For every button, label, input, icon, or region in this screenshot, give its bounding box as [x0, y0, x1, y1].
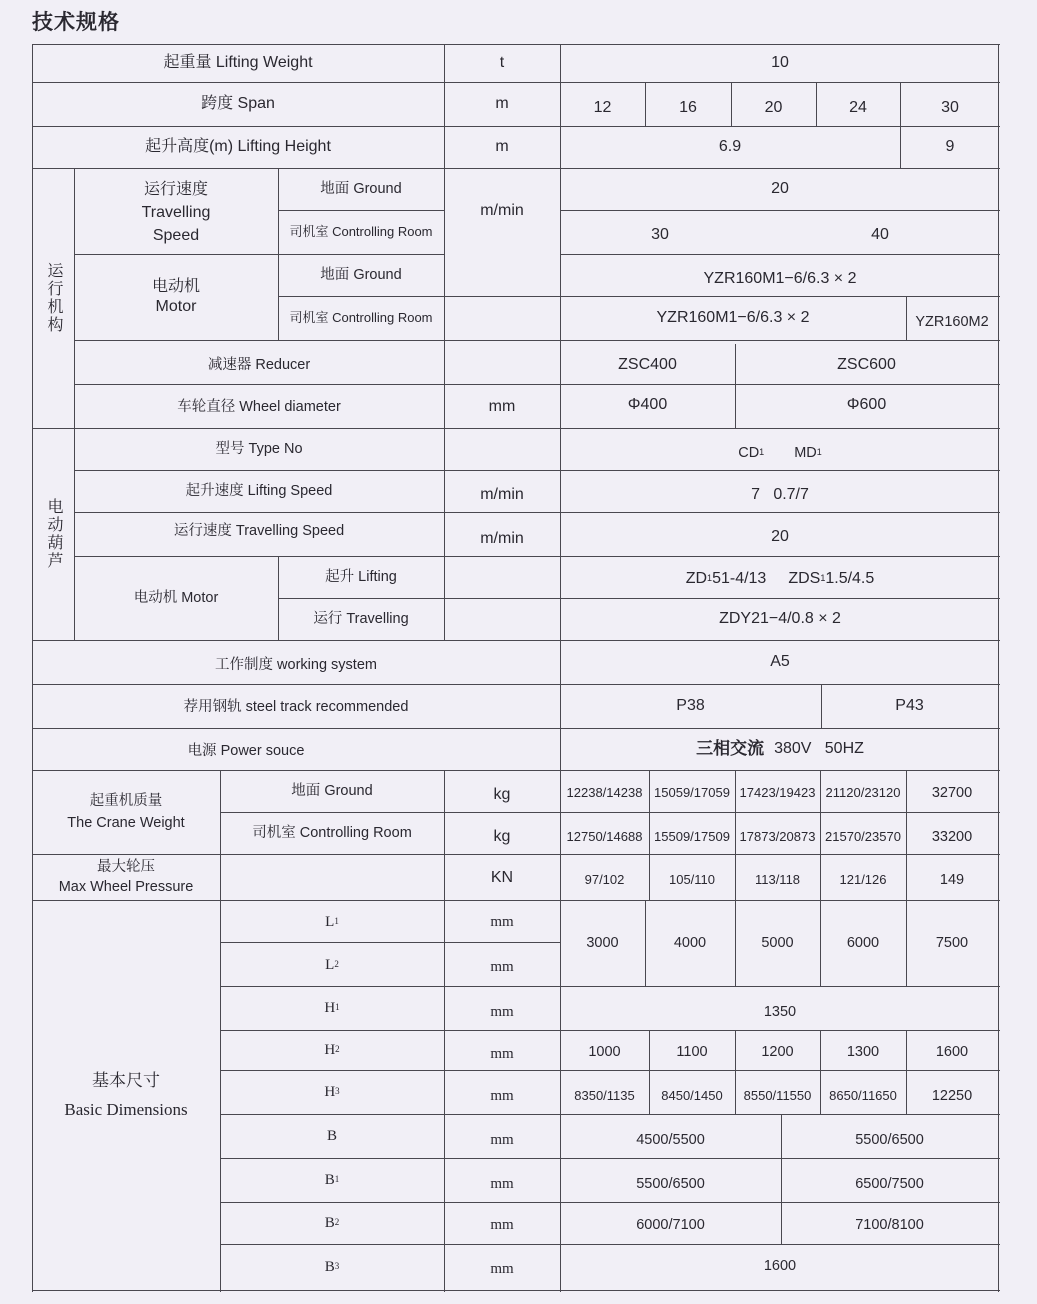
dim-h3-1: 8450/1450 [661, 1087, 723, 1103]
wp-2: 113/118 [754, 871, 801, 887]
motor1-ground-value: YZR160M1−6/6.3 × 2 [703, 270, 857, 287]
travel-speed-room-v2: 40 [871, 226, 889, 243]
motor2-lift-label: 起升 Lifting [325, 568, 397, 585]
dim-b1-sub: 1 [334, 1174, 340, 1185]
wheel-label: 车轮直径 Wheel diameter [177, 398, 341, 415]
dim-b-v1: 4500/5500 [636, 1131, 705, 1148]
dim-h3-unit: mm [490, 1087, 514, 1104]
weight-room-unit: kg [493, 828, 511, 845]
dim-h2-sub: 2 [335, 1044, 340, 1055]
dim-h2-1: 1100 [676, 1043, 708, 1060]
motor2-lv1b: 51-4/13 [712, 570, 767, 587]
power-label: 电源 Power souce [187, 742, 305, 759]
dim-l12-0: 3000 [586, 934, 619, 951]
lifting-weight-label: 起重量 Lifting Weight [163, 54, 313, 71]
typeno-value [560, 432, 1000, 474]
dim-l12-4: 7500 [935, 934, 969, 951]
lifting-height-v2: 9 [945, 138, 955, 155]
dim-l1-unit: mm [490, 913, 514, 930]
dim-b1-unit: mm [490, 1175, 514, 1192]
motor1-ground-label: 地面 Ground [320, 266, 402, 283]
dim-h3-4: 12250 [931, 1087, 973, 1104]
dim-l2-letter: L [325, 956, 335, 973]
weight-ground-unit: kg [493, 786, 511, 803]
dim-b1-letter: B [324, 1171, 335, 1188]
dim-h3-3: 8650/11650 [829, 1087, 897, 1103]
motor1-label-cn: 电动机 [151, 278, 200, 295]
dim-b-v2: 5500/6500 [855, 1131, 924, 1148]
travel-speed-label-cn: 运行速度 [143, 181, 208, 198]
power-v1: 三相交流 [696, 739, 765, 759]
dim-l12-1: 4000 [673, 934, 707, 951]
work-value: A5 [770, 653, 790, 670]
dim-l12-2: 5000 [761, 934, 794, 951]
dim-b3-value: 1600 [763, 1257, 797, 1274]
dim-b3-letter: B [324, 1258, 335, 1275]
travel-speed-ground-value: 20 [771, 180, 789, 197]
weight-room-4: 33200 [931, 828, 973, 845]
lifting-speed-label: 起升速度 Lifting Speed [185, 482, 333, 499]
travel-speed-label-en2: Speed [152, 227, 200, 244]
dim-l1-letter: L [325, 913, 335, 930]
weight-room-1: 15509/17509 [654, 828, 730, 844]
wp-unit: KN [490, 869, 514, 886]
dim-h2-2: 1200 [761, 1043, 794, 1060]
weight-room-3: 21570/23570 [825, 828, 901, 844]
dim-h3-2: 8550/11550 [743, 1087, 812, 1103]
dim-h3-label [220, 1070, 444, 1114]
motor2-trav-value: ZDY21−4/0.8 × 2 [719, 610, 841, 627]
dim-l2-unit: mm [490, 958, 514, 975]
span-label: 跨度 Span [201, 95, 275, 112]
dim-h1-unit: mm [490, 1003, 514, 1020]
weight-label-en: The Crane Weight [67, 815, 185, 831]
span-24: 24 [849, 99, 867, 116]
dim-h2-3: 1300 [846, 1043, 880, 1060]
motor2-lv1: ZD [685, 570, 708, 587]
weight-room-0: 12750/14688 [566, 828, 643, 844]
dim-h3-0: 8350/1135 [574, 1087, 635, 1103]
dim-h1-label [220, 986, 444, 1030]
dim-b2-v1: 6000/7100 [636, 1216, 705, 1233]
typeno-v1: CD [738, 444, 760, 461]
reducer-v2: ZSC600 [837, 356, 896, 373]
motor2-lv2b: 1.5/4.5 [825, 570, 875, 587]
span-12: 12 [593, 99, 612, 116]
lifting-height-label: 起升高度(m) Lifting Height [145, 138, 331, 155]
dims-label-en: Basic Dimensions [64, 1100, 188, 1119]
dim-b3-sub: 3 [334, 1261, 340, 1272]
wp-label-cn: 最大轮压 [97, 858, 155, 875]
dim-b-label: B [326, 1127, 337, 1144]
work-label: 工作制度 working system [215, 656, 377, 673]
dim-h1-sub: 1 [335, 1002, 340, 1013]
dim-h3-letter: H [324, 1083, 336, 1100]
lifting-weight-unit: t [499, 54, 505, 71]
lifting-height-unit: m [495, 138, 509, 155]
motor1-room-v2: YZR160M2 [915, 313, 989, 330]
power-v2: 380V 50HZ [774, 740, 864, 757]
lifting-height-v1: 6.9 [718, 138, 742, 155]
section-electric-hoist: 电动葫芦 [45, 498, 62, 570]
weight-room-2: 17873/20873 [739, 828, 816, 844]
dims-label-cn: 基本尺寸 [92, 1070, 160, 1090]
motor2-lv2-sub: 1 [820, 573, 826, 584]
weight-ground-2: 17423/19423 [739, 784, 816, 800]
track-v2: P43 [895, 697, 924, 714]
travel-speed-unit: m/min [480, 202, 524, 219]
wheel-v2: Φ600 [846, 396, 887, 413]
weight-ground-0: 12238/14238 [566, 784, 643, 800]
dim-b1-v2: 6500/7500 [855, 1175, 924, 1192]
dim-b1-v1: 5500/6500 [636, 1175, 705, 1192]
dim-h2-0: 1000 [588, 1043, 621, 1060]
span-20: 20 [764, 99, 783, 116]
motor1-room-label: 司机室 Controlling Room [289, 309, 433, 325]
motor2-lift-value [560, 558, 1000, 600]
typeno-v2: MD [794, 444, 817, 461]
dims-label [32, 900, 220, 1290]
typeno-v1-sub: 1 [759, 447, 765, 458]
motor2-label: 电动机 Motor [133, 589, 219, 606]
motor1-label [74, 254, 278, 340]
dim-b2-unit: mm [490, 1216, 514, 1233]
motor2-trav-label: 运行 Travelling [313, 610, 409, 627]
travel-speed-room-label: 司机室 Controlling Room [289, 223, 433, 239]
span-30: 30 [941, 99, 959, 116]
dim-l2-label [220, 944, 444, 986]
hoist-speed-value: 20 [771, 528, 789, 545]
dim-b3-label [220, 1244, 444, 1290]
reducer-v1: ZSC400 [618, 356, 677, 373]
weight-ground-4: 32700 [931, 784, 973, 801]
section-travel-mechanism: 运行机构 [45, 262, 62, 334]
dim-h1-letter: H [324, 999, 336, 1016]
dim-b2-letter: B [324, 1214, 335, 1231]
motor2-lv2: ZDS [788, 570, 821, 587]
track-label: 荐用钢轨 steel track recommended [183, 698, 409, 715]
span-unit: m [495, 95, 509, 112]
lifting-weight-value: 10 [771, 54, 789, 71]
weight-ground-label: 地面 Ground [291, 782, 373, 799]
power-value [560, 728, 1000, 770]
page-title: 技术规格 [32, 11, 120, 34]
dim-h2-unit: mm [490, 1045, 514, 1062]
travel-speed-ground-label: 地面 Ground [320, 180, 402, 197]
hoist-speed-unit: m/min [480, 530, 524, 547]
dim-l12-3: 6000 [846, 934, 880, 951]
lifting-speed-value: 7 0.7/7 [751, 486, 809, 503]
dim-l1-sub: 1 [334, 916, 339, 927]
typeno-v2-sub: 1 [816, 447, 822, 458]
lifting-speed-unit: m/min [480, 486, 524, 503]
weight-label-cn: 起重机质量 [89, 792, 163, 809]
dim-h2-label [220, 1030, 444, 1070]
wheel-v1: Φ400 [627, 396, 668, 413]
dim-b2-v2: 7100/8100 [855, 1216, 924, 1233]
span-16: 16 [679, 99, 697, 116]
motor2-lv1-sub: 1 [707, 573, 713, 584]
reducer-label: 减速器 Reducer [207, 356, 311, 373]
wp-0: 97/102 [584, 871, 625, 887]
wp-label [32, 854, 220, 900]
weight-room-label: 司机室 Controlling Room [252, 824, 412, 841]
travel-speed-label-en1: Travelling [141, 204, 211, 221]
dim-h2-letter: H [324, 1041, 336, 1058]
travel-speed-label [74, 172, 278, 254]
dim-b1-label [220, 1158, 444, 1202]
dim-b2-label [220, 1202, 444, 1244]
wp-label-en: Max Wheel Pressure [58, 879, 194, 895]
wp-4: 149 [939, 871, 965, 888]
dim-l1-label [220, 902, 444, 942]
motor1-room-v1: YZR160M1−6/6.3 × 2 [656, 309, 810, 326]
dim-h1-value: 1350 [763, 1003, 797, 1020]
weight-ground-1: 15059/17059 [654, 784, 730, 800]
dim-h3-sub: 3 [335, 1086, 340, 1097]
track-v1: P38 [676, 697, 705, 714]
weight-label [32, 770, 220, 854]
motor1-label-en: Motor [155, 298, 197, 315]
dim-h2-4: 1600 [935, 1043, 969, 1060]
dim-b2-sub: 2 [334, 1217, 340, 1228]
dim-b-unit: mm [490, 1131, 514, 1148]
dim-b3-unit: mm [490, 1260, 514, 1277]
spec-table [32, 44, 1000, 1292]
travel-speed-room-v1: 30 [651, 226, 669, 243]
wp-1: 105/110 [668, 871, 716, 887]
hoist-speed-label: 运行速度 Travelling Speed [173, 522, 345, 539]
wheel-unit: mm [488, 398, 516, 415]
dim-l2-sub: 2 [334, 959, 339, 970]
weight-ground-3: 21120/23120 [825, 784, 901, 800]
typeno-label: 型号 Type No [215, 440, 303, 457]
wp-3: 121/126 [839, 871, 887, 887]
